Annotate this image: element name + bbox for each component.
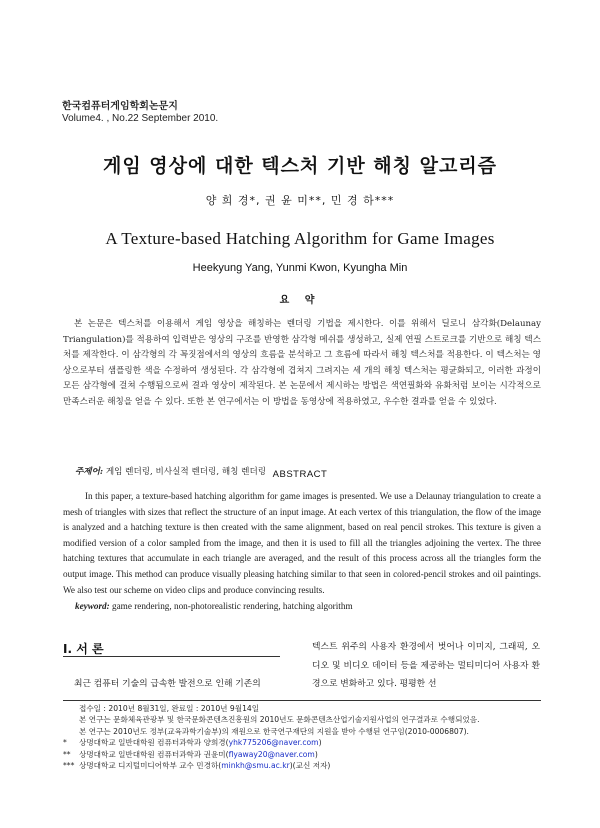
authors-korean: 양 희 경*, 권 윤 미**, 민 경 하*** <box>205 194 395 207</box>
paper-title-english: A Texture-based Hatching Algorithm for Game Images <box>105 229 495 248</box>
abstract-english-text: In this paper, a texture-based hatching algorithm for game images is presented. We use a Delaunay triangulation to create a mesh of triangles with sizes that reflect the structure of an input image. At each vertex of this triangulation, the flow of the image is analyzed and a hatching texture is then created with the same alignment, based on real pencil strokes. This texture is given a modified version of a color sampled from the image, and then it is used to fill all the triangles adjoining the vertex. The three hatching textures that accumulate in each triangle are averaged, and the result of this process across all the triangles form the output image. This method can produce visually pleasing hatching similar to that seen in colored-pencil strokes and oil paintings. We also test our scheme on video clips and produce convincing results. <box>63 491 541 595</box>
footnote-line <box>63 703 541 714</box>
journal-volume: Volume4. , No.22 September 2010. <box>62 113 219 124</box>
footnote-text: 상명대학교 디지털미디어학부 교수 민경하( <box>79 761 222 771</box>
author-email-link[interactable]: minkh@smu.ac.kr <box>221 761 290 771</box>
footnote-text-end: ) <box>318 738 322 748</box>
footnote-mark: *** <box>63 761 75 771</box>
footnote-line <box>63 749 541 760</box>
footnote-text: 본 연구는 2010년도 정부(교육과학기술부)의 재원으로 한국연구재단의 지원을 받아 수행된 연구임(2010-0006807). <box>79 726 469 736</box>
footnote-mark: ** <box>63 749 71 759</box>
footnote-text-end: )(교신 저자) <box>289 761 331 771</box>
keywords-korean-values: 게임 렌더링, 비사실적 렌더링, 해칭 렌더링 <box>105 467 267 477</box>
footnote-line <box>63 714 541 725</box>
keywords-korean-label: 주제어: <box>75 467 104 477</box>
footnote-line <box>63 737 541 748</box>
footnote-mark: * <box>63 738 67 748</box>
footnote-line <box>63 760 541 771</box>
abstract-korean-heading: 요 약 <box>279 295 321 306</box>
keywords-english-label: keyword: <box>75 601 110 611</box>
footnote-text: 본 연구는 문화체육관광부 및 한국문화콘텐츠진흥원의 2010년도 문화콘텐츠산업기술지원사업의 연구결과로 수행되었음. <box>79 715 480 725</box>
abstract-english-heading: ABSTRACT <box>272 469 328 480</box>
footnote-rule <box>63 700 541 701</box>
author-email-link[interactable]: flyaway20@naver.com <box>228 749 315 759</box>
intro-left-column-text: 최근 컴퓨터 기술의 급속한 발전으로 인해 기존의 <box>74 679 261 689</box>
authors-english: Heekyung Yang, Yunmi Kwon, Kyungha Min <box>192 262 408 274</box>
section-heading-introduction: Ⅰ. 서 론 <box>63 642 104 656</box>
footnotes <box>63 703 541 771</box>
footnote-text: 상명대학교 일반대학원 컴퓨터과학과 양희경( <box>79 738 229 748</box>
section-heading-rule <box>63 656 280 657</box>
footnote-text-end: ) <box>314 749 318 759</box>
keywords-english <box>75 601 353 611</box>
footnote-line <box>63 726 541 737</box>
intro-right-column-text: 텍스트 위주의 사용자 환경에서 벗어나 이미지, 그래픽, 오디오 및 비디오 데이터 등을 제공하는 멀티미디어 사용자 환경으로 변화하고 있다. 평평한 선 <box>312 642 540 689</box>
keywords-english-values: game rendering, non-photorealistic rendering, hatching algorithm <box>112 601 353 611</box>
paper-title-korean: 게임 영상에 대한 텍스처 기반 해칭 알고리즘 <box>102 155 498 177</box>
footnote-text: 접수일 : 2010년 8월31일, 완료일 : 2010년 9월14일 <box>79 704 260 713</box>
journal-name: 한국컴퓨터게임학회논문지 <box>62 101 178 112</box>
journal-header <box>62 101 218 125</box>
author-email-link[interactable]: yhk775206@naver.com <box>228 738 319 748</box>
footnote-text: 상명대학교 일반대학원 컴퓨터과학과 권윤미( <box>79 749 229 759</box>
abstract-korean-text: 본 논문은 텍스처를 이용해서 게임 영상을 해칭하는 렌더링 기법을 제시한다. 이를 위해서 딜로니 삼각화(Delaunay Triangulation)를 적용하여 입력받은 영상의 구조를 반영한 삼각형 메쉬를 생성하고, 실제 연필 스트로크를 기반으로 해칭 텍스처를 제작한다. 이 삼각형의 각 꼭짓점에서의 영상의 흐름을 분석하고 그 흐름에 따라서 해칭 텍스처를 적용한다. 이 텍스처는 영상으로부터 샘플링한 색을 수정하여 생성된다. 각 삼각형에 겹쳐지 그려지는 세 개의 해칭 텍스처는 평균화되고, 이러한 과정이 모든 삼각형에 걸쳐 수행됨으로써 결과 영상이 제작된다. 본 논문에서 제시하는 방법은 색연필화와 유화처럼 보이는 시각적으로 만족스러운 해칭을 얻을 수 있다. 또한 본 연구에서는 이 방법을 동영상에 적용하였고, 우수한 결과를 얻을 수 있었다. <box>63 319 541 407</box>
